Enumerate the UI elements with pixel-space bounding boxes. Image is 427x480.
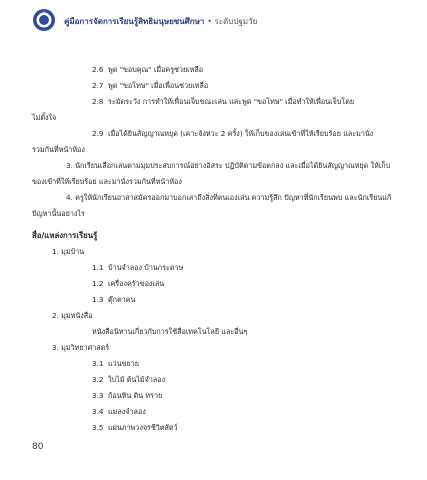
paragraph-3: 3. นักเรียนเลือกเล่นตามมุมประสบการณ์อย่างอิสระ ปฏิบัติตามข้อตกลง และเมื่อได้ยินสัญญาณหยุด ให้เก็บของเข้าที่ให้เรียบร้อย และมานั่งรวมกันที่หน้าห้อง [32, 161, 391, 186]
media-sub-3-4: 3.4 แมลงจำลอง [92, 407, 146, 416]
media-sub-3-5: 3.5 แผ่นภาพวงจรชีวิตสัตว์ [92, 423, 178, 432]
media-sub-1-1: 1.1 บ้านจำลอง บ้านกระดาษ [92, 263, 184, 272]
media-item-science: 3. มุมวิทยาศาสตร์ [52, 343, 110, 352]
step-2-9-cont: รวมกันที่หน้าห้อง [32, 145, 85, 154]
media-books-note: หนังสือนิทานเกี่ยวกับการใช้สื่อเทคโนโลยี และอื่นๆ [92, 327, 248, 336]
paragraph-4: 4. ครูให้นักเรียนอาสาสมัครออกมาบอกเล่าถึงสิ่งที่ตนเองเล่น ความรู้สึก ปัญหาที่นักเรียนพบ และนักเรียนแก้ปัญหานั้นอย่างไร [32, 193, 392, 218]
media-sub-3-1: 3.1 แว่นขยาย [92, 359, 139, 368]
media-sub-3-3: 3.3 ก้อนหิน ดิน ทราย [92, 391, 163, 400]
header-title: คู่มือการจัดการเรียนรู้สิทธิมนุษยชนศึกษา • ระดับปฐมวัย [64, 17, 258, 26]
page-header [32, 8, 402, 40]
step-2-9: 2.9 เมื่อได้ยินสัญญาณหยุด (เคาะจังหวะ 2 ครั้ง) ให้เก็บของเล่นเข้าที่ให้เรียบร้อย และมานั่ง [92, 129, 374, 138]
media-heading: สื่อ/แหล่งการเรียนรู้ [32, 231, 98, 240]
step-2-8-cont: ไม่ตั้งใจ [32, 113, 57, 122]
step-2-6: 2.6 พูด "ขอบคุณ" เมื่อครูช่วยเหลือ [92, 65, 204, 74]
media-item-books: 2. มุมหนังสือ [52, 311, 93, 320]
step-2-7: 2.7 พูด "ขอโทษ" เมื่อเพื่อนช่วยเหลือ [92, 81, 209, 90]
media-item-home: 1. มุมบ้าน [52, 247, 85, 256]
header-subtitle: • ระดับปฐมวัย [207, 17, 258, 26]
page-content [32, 62, 400, 436]
media-sub-1-3: 1.3 ตุ๊กตาคน [92, 295, 136, 304]
media-sub-1-2: 1.2 เครื่องครัวของเล่น [92, 279, 165, 288]
page-number: 80 [32, 442, 44, 452]
emblem-logo-icon [32, 8, 56, 32]
media-sub-3-2: 3.2 ใบไม้ ต้นไม้จำลอง [92, 375, 166, 384]
step-2-8: 2.8 ระมัดระวัง การทำให้เพื่อนเจ็บขณะเล่น และพูด "ขอโทษ" เมื่อทำให้เพื่อนเจ็บโดย [92, 97, 355, 106]
